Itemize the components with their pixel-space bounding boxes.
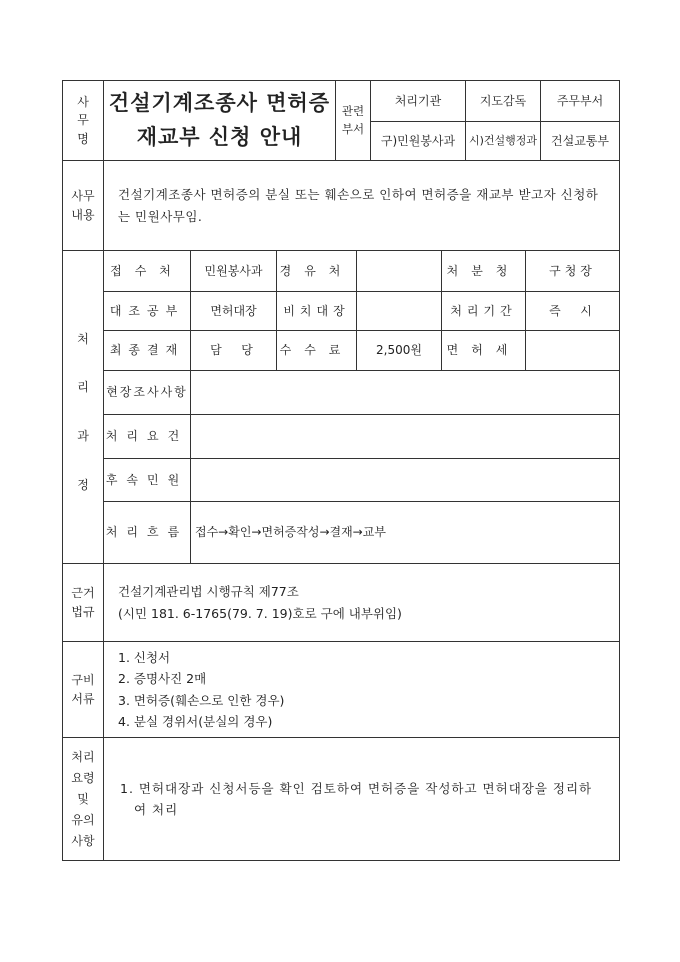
fee-value: 2,500원	[356, 330, 442, 371]
field-survey-label: 현장조사사항	[103, 370, 191, 415]
processing-period-value: 즉 시	[525, 291, 620, 331]
process-label-char: 과	[77, 429, 89, 443]
reference-ledger-label: 대조공부	[103, 291, 191, 331]
legal-basis-line: 건설기계관리법 시행규칙 제77조	[118, 584, 299, 600]
related-dept-label: 관련 부서	[335, 80, 371, 161]
reference-ledger-value: 면허대장	[190, 291, 277, 331]
legal-basis-line: (시민 181. 6-1765(79. 7. 19)호로 구에 내부위임)	[118, 605, 402, 621]
process-label-char: 처	[77, 331, 89, 346]
notes-text: 1. 면허대장과 신청서등을 확인 검토하여 면허증을 작성하고 면허대장을 정리하여 처리	[103, 737, 620, 861]
document-item: 3. 면허증(훼손으로 인한 경우)	[118, 692, 285, 708]
flow-text: 접수→확인→면허증작성→결재→교부	[190, 501, 620, 564]
document-item: 1. 신청서	[118, 650, 171, 665]
title-line-1: 건설기계조종사 면허증	[108, 90, 331, 115]
final-approval-label: 최종결재	[103, 330, 191, 371]
agency-value: 구)민원봉사과	[370, 121, 466, 161]
document-item: 4. 분실 경위서(분실의 경우)	[118, 713, 273, 729]
final-approval-value: 담 당	[190, 330, 277, 371]
receiving-office-label: 접수처	[103, 250, 191, 292]
duty-name-label: 사 무 명	[62, 80, 104, 161]
legal-basis-label: 근거 법규	[62, 563, 104, 642]
disposing-office-value: 구청장	[525, 250, 620, 292]
process-label	[62, 250, 104, 564]
disposing-office-label: 처분청	[441, 250, 526, 292]
requirements-value	[190, 414, 620, 459]
duty-content-text: 건설기계조종사 면허증의 분실 또는 훼손으로 인하여 면허증을 재교부 받고자 신청하는 민원사무임.	[103, 160, 620, 251]
requirements-label: 처리요건	[103, 414, 191, 459]
page-title	[103, 80, 336, 161]
col-header-supervision: 지도감독	[465, 80, 541, 122]
follow-up-label: 후속민원	[103, 458, 191, 502]
license-tax-value	[525, 330, 620, 371]
col-header-main-dept: 주무부서	[540, 80, 620, 122]
follow-up-value	[190, 458, 620, 502]
license-tax-label: 면허세	[441, 330, 526, 371]
documents-list	[103, 641, 620, 738]
receiving-office-value: 민원봉사과	[190, 250, 277, 292]
legal-basis-text	[103, 563, 620, 642]
notes-label: 처리 요령 및 유의 사항	[62, 737, 104, 861]
flow-label: 처리흐름	[103, 501, 191, 564]
fee-label: 수수료	[276, 330, 357, 371]
title-line-2: 재교부 신청 안내	[136, 124, 303, 149]
via-office-label: 경유처	[276, 250, 357, 292]
documents-label: 구비 서류	[62, 641, 104, 738]
document-item: 2. 증명사진 2매	[118, 671, 207, 687]
main-dept-value: 건설교통부	[540, 121, 620, 161]
processing-period-label: 처리기간	[441, 291, 526, 331]
process-label-char: 리	[77, 380, 89, 395]
kept-ledger-label: 비치대장	[276, 291, 357, 331]
kept-ledger-value	[356, 291, 442, 331]
col-header-agency: 처리기관	[370, 80, 466, 122]
duty-content-label: 사무 내용	[62, 160, 104, 251]
process-label-char: 정	[77, 477, 89, 492]
via-office-value	[356, 250, 442, 292]
supervision-value: 시)건설행정과	[465, 121, 541, 161]
field-survey-value	[190, 370, 620, 415]
